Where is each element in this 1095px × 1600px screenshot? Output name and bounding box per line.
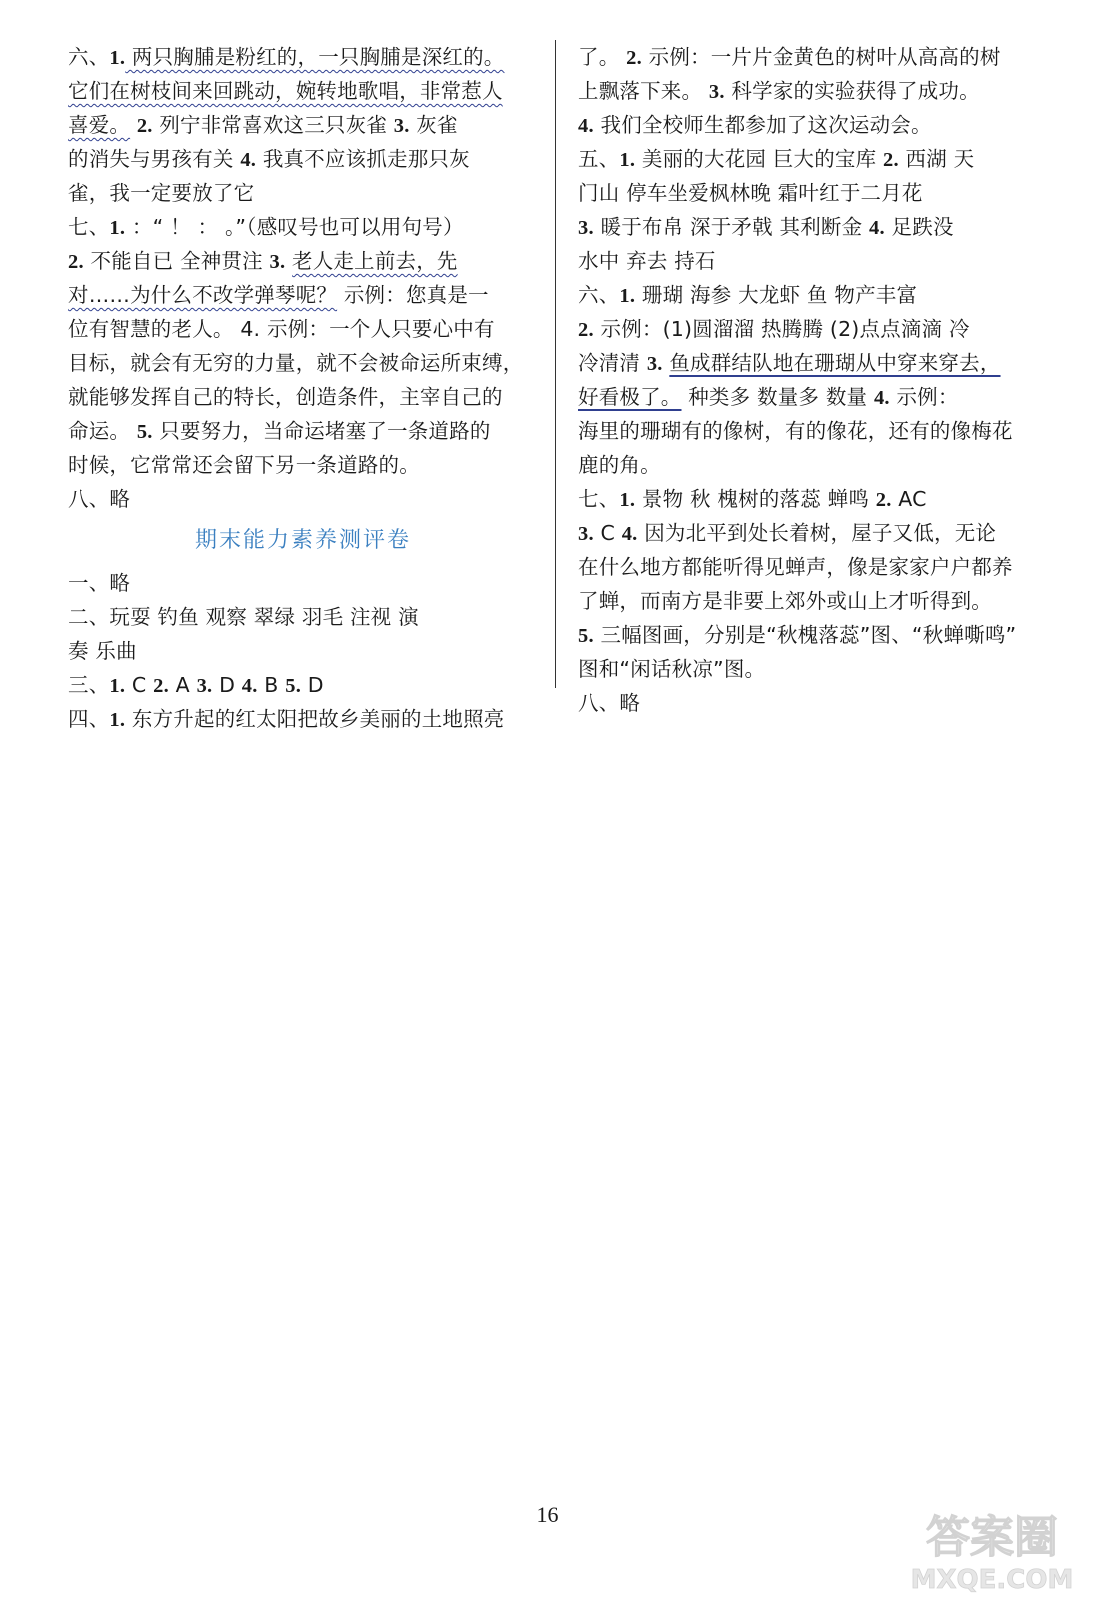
answer-line: 了。 2. 示例：一片片金黄色的树叶从高高的树 bbox=[578, 45, 1001, 69]
answer-line: 八、略 bbox=[68, 487, 131, 511]
answer-line: 时候，它常常还会留下另一条道路的。 bbox=[68, 453, 420, 477]
answer-line: 六、1. 两只胸脯是粉红的，一只胸脯是深红的。 bbox=[68, 45, 505, 69]
answer-line: 4. 我们全校师生都参加了这次运动会。 bbox=[578, 113, 932, 137]
left-column bbox=[68, 40, 538, 736]
answer-line: 在什么地方都能听得见蝉声，像是家家户户都养 bbox=[578, 555, 1013, 579]
section-title: 期末能力素养测评卷 bbox=[194, 528, 411, 553]
answer-line: 就能够发挥自己的特长，创造条件，主宰自己的 bbox=[68, 385, 503, 409]
answer-line: 五、1. 美丽的大花园 巨大的宝库 2. 西湖 天 bbox=[578, 147, 975, 171]
answer-line: 冷清清 3. 鱼成群结队地在珊瑚从中穿来穿去， bbox=[578, 351, 1001, 375]
answer-line: 5. 三幅图画，分别是“秋槐落蕊”图、“秋蝉嘶鸣” bbox=[578, 623, 1017, 647]
answer-line: 鹿的角。 bbox=[578, 453, 661, 477]
answer-line: 八、略 bbox=[578, 691, 641, 715]
answer-line: 奏 乐曲 bbox=[68, 639, 137, 663]
answer-line: 位有智慧的老人。 4. 示例：一个人只要心中有 bbox=[68, 317, 495, 341]
watermark-logo bbox=[900, 1500, 1085, 1595]
answer-line: 了蝉，而南方是非要上郊外或山上才听得到。 bbox=[578, 589, 992, 613]
answer-line: 好看极了。 种类多 数量多 数量 4. 示例： bbox=[578, 385, 959, 409]
watermark-bottom-text: MXQE.COM bbox=[910, 1565, 1074, 1595]
column-divider bbox=[555, 40, 556, 688]
answer-line: 门山 停车坐爱枫林晚 霜叶红于二月花 bbox=[578, 181, 923, 205]
answer-line: 雀，我一定要放了它 bbox=[68, 181, 255, 205]
answer-line: 它们在树枝间来回跳动，婉转地歌唱，非常惹人 bbox=[68, 79, 503, 103]
answer-line: 七、1. 景物 秋 槐树的落蕊 蝉鸣 2. AC bbox=[578, 487, 927, 511]
watermark-top-text: 答案圈 bbox=[926, 1512, 1058, 1563]
answer-line: 海里的珊瑚有的像树，有的像花，还有的像梅花 bbox=[578, 419, 1013, 443]
answer-line: 七、1. ：“ ！ ： 。”（感叹号也可以用句号） bbox=[68, 215, 464, 239]
answer-line: 六、1. 珊瑚 海参 大龙虾 鱼 物产丰富 bbox=[578, 283, 918, 307]
right-column bbox=[578, 40, 1040, 720]
answer-line: 命运。 5. 只要努力，当命运堵塞了一条道路的 bbox=[68, 419, 491, 443]
answer-line: 图和“闲话秋凉”图。 bbox=[578, 657, 766, 681]
answer-line: 3. 暖于布帛 深于矛戟 其利断金 4. 足跌没 bbox=[578, 215, 954, 239]
answer-line: 2. 示例：(1)圆溜溜 热腾腾 (2)点点滴滴 冷 bbox=[578, 317, 970, 341]
answer-line: 2. 不能自已 全神贯注 3. 老人走上前去，先 bbox=[68, 249, 458, 273]
answer-line: 对……为什么不改学弹琴呢？ 示例：您真是一 bbox=[68, 283, 489, 307]
answer-line: 的消失与男孩有关 4. 我真不应该抓走那只灰 bbox=[68, 147, 470, 171]
answer-line: 3. C 4. 因为北平到处长着树，屋子又低，无论 bbox=[578, 521, 997, 545]
answer-line: 水中 弃去 持石 bbox=[578, 249, 716, 273]
answer-line: 一、略 bbox=[68, 571, 131, 595]
answer-line: 喜爱。 2. 列宁非常喜欢这三只灰雀 3. 灰雀 bbox=[68, 113, 458, 137]
answer-line: 三、1. C 2. A 3. D 4. B 5. D bbox=[68, 673, 324, 697]
page-number: 16 bbox=[536, 1502, 559, 1527]
answer-line: 四、1. 东方升起的红太阳把故乡美丽的土地照亮 bbox=[68, 707, 505, 731]
answer-line: 二、玩耍 钓鱼 观察 翠绿 羽毛 注视 演 bbox=[68, 605, 419, 629]
answer-line: 上飘落下来。 3. 科学家的实验获得了成功。 bbox=[578, 79, 980, 103]
answer-line: 目标，就会有无穷的力量，就不会被命运所束缚， bbox=[68, 351, 524, 375]
